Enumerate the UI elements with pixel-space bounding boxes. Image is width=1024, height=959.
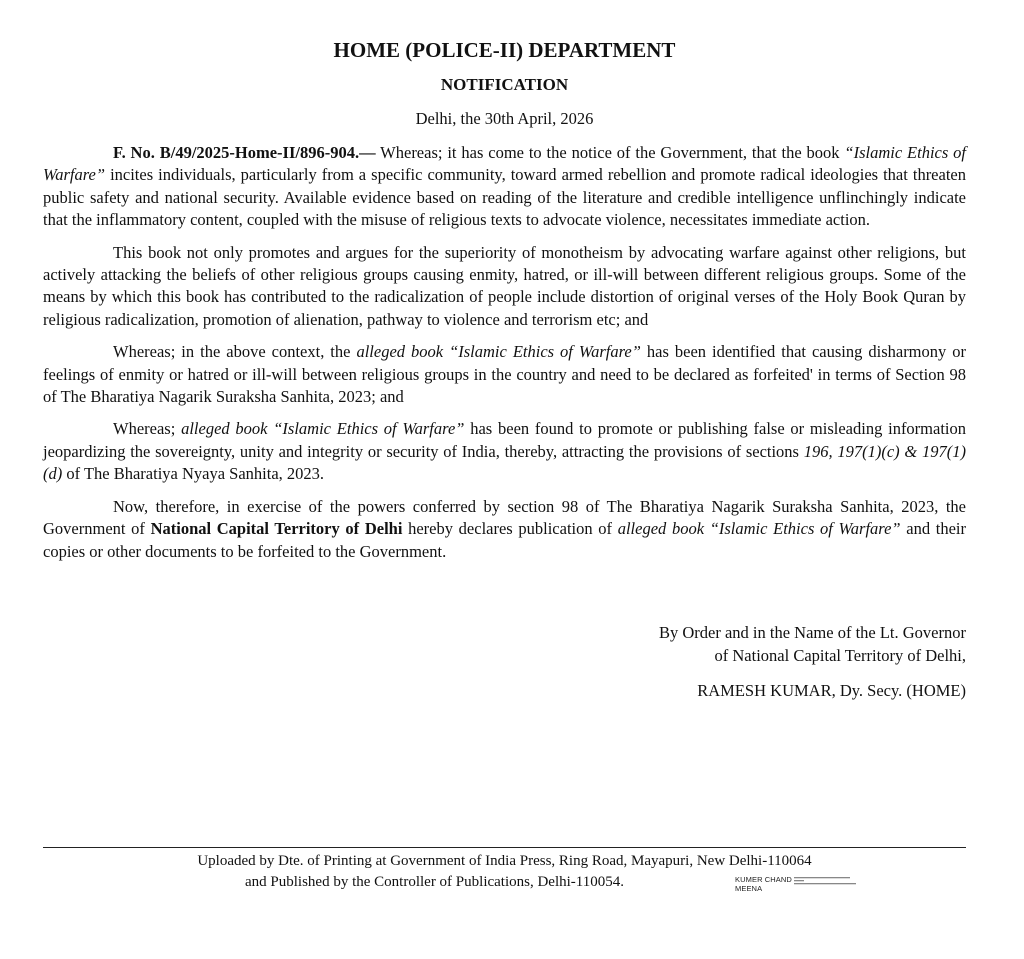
- order-authority: [659, 622, 966, 667]
- p3-text-a: Whereas; in the above context, the: [113, 342, 357, 362]
- p1-book-title: “Islamic Ethics of Warfare”: [43, 143, 966, 185]
- dateline: Delhi, the 30th April, 2026: [415, 109, 594, 128]
- p4-sections: 196, 197(1)(c) & 197(1)(d): [43, 441, 966, 484]
- p5-government-name: National Capital Territory of Delhi: [150, 519, 403, 539]
- p1-text-b: incites individuals, particularly from a specific community, toward armed rebellion and promote radical ideologies that threaten public safety and national security. Available evidence based on reading of the literature and credible intelligence unflinchingly indicate that the inflammatory content, coupled with the misuse of religious texts to advocate violence, necessitates immediate action.: [43, 165, 966, 230]
- notification-heading: NOTIFICATION: [440, 75, 569, 94]
- digital-signature-stamp: [794, 876, 870, 894]
- p2-text: This book not only promotes and argues for the superiority of monotheism by advocating warfare against other religions, but actively attacking the beliefs of other religious groups causing enmity, hatred, or ill-will between different religious groups. Some of the means by which this book has contributed to the radicalization of people include distortion of original verses of the Holy Book Quran by religious radicalization, promotion of alienation, pathway to violence and terrorism etc; and: [43, 242, 966, 329]
- p3-text-b: has been identified that causing disharmony or feelings of enmity or hatred or ill-will between religious groups in the country and need to be declared as forfeited' in terms of Section 98 of The Bharatiya Nagarik Suraksha Sanhita, 2023; and: [43, 342, 967, 407]
- gazette-page: [43, 0, 966, 959]
- p5-text-b: hereby declares publication of: [402, 519, 618, 539]
- p4-book-title: alleged book “Islamic Ethics of Warfare”: [181, 419, 465, 439]
- paragraph-4: [43, 418, 966, 485]
- p3-book-title: alleged book “Islamic Ethics of Warfare”: [356, 342, 641, 362]
- p5-text-a: Now, therefore, in exercise of the powers conferred by section 98 of The Bharatiya Nagarik Suraksha Sanhita, 2023, the Government of: [43, 496, 966, 539]
- department-title: HOME (POLICE-II) DEPARTMENT: [333, 38, 676, 62]
- p1-text-a: Whereas; it has come to the notice of the Government, that the book: [375, 143, 845, 162]
- paragraph-3: [43, 341, 966, 408]
- order-line-1: By Order and in the Name of the Lt. Governor: [659, 623, 966, 642]
- file-number: F. No. B/49/2025-Home-II/896-904.—: [113, 143, 376, 162]
- p5-text-c: and their copies or other documents to be forfeited to the Government.: [43, 519, 966, 561]
- paragraph-5: [43, 496, 966, 563]
- p4-text-a: Whereas;: [113, 419, 182, 439]
- footer-line-2-text: and Published by the Controller of Publications, Delhi-110054.: [245, 874, 624, 890]
- signatory: RAMESH KUMAR, Dy. Secy. (HOME): [697, 681, 966, 700]
- p5-book-title: alleged book “Islamic Ethics of Warfare”: [617, 519, 901, 539]
- paragraph-2: [43, 242, 966, 332]
- footer-line-1: Uploaded by Dte. of Printing at Government of India Press, Ring Road, Mayapuri, New Delhi-110064: [197, 853, 812, 869]
- p4-text-c: of The Bharatiya Nyaya Sanhita, 2023.: [62, 464, 325, 484]
- digital-signature-name: KUMER CHAND MEENA: [735, 875, 792, 893]
- signature-fine-print-icon: [794, 876, 870, 892]
- notification-body: [43, 142, 966, 563]
- order-line-2: of National Capital Territory of Delhi,: [714, 645, 966, 665]
- footer-divider: [43, 847, 966, 848]
- p4-text-b: has been found to promote or publishing false or misleading information jeopardizing the sovereignty, unity and integrity or security of India, thereby, attracting the provisions of sections: [43, 419, 967, 461]
- paragraph-1: [43, 142, 966, 232]
- digital-signature: [735, 875, 870, 899]
